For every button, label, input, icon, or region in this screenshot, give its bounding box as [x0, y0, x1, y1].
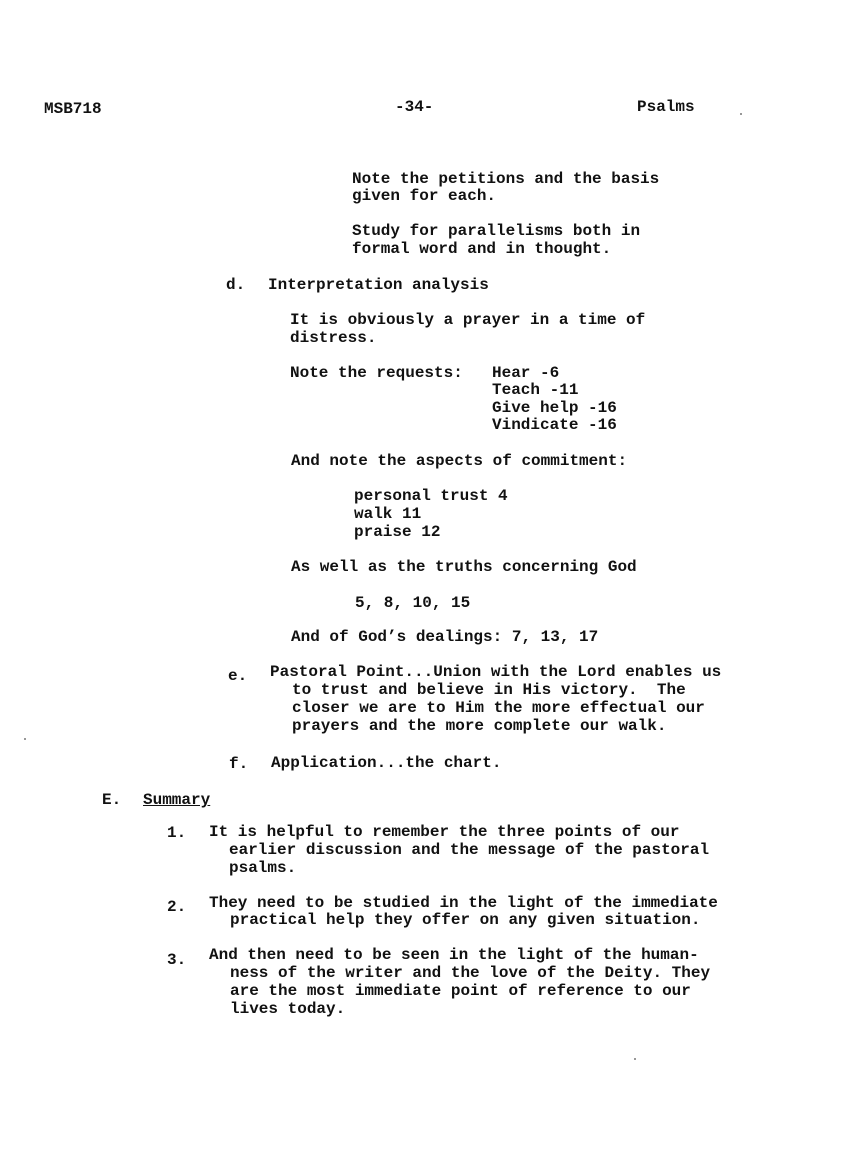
- truths-label: As well as the truths concerning God: [291, 558, 637, 576]
- section-d-marker: d.: [226, 276, 246, 294]
- request-item: Hear -6: [492, 364, 560, 382]
- summary-marker: E.: [102, 791, 122, 809]
- summary-item-3-number: 3.: [167, 951, 187, 969]
- section-e-marker: e.: [228, 667, 248, 685]
- summary-item-2-line: practical help they offer on any given situation.: [230, 911, 701, 929]
- commitment-label: And note the aspects of commitment:: [291, 452, 628, 470]
- pastoral-point-line-3: closer we are to Him the more effectual our: [292, 699, 705, 717]
- summary-item-3-line: lives today.: [230, 1000, 346, 1018]
- prayer-text-line-1: It is obviously a prayer in a time of: [290, 311, 646, 329]
- summary-title: Summary: [143, 791, 211, 809]
- summary-item-2-line: They need to be studied in the light of the immediate: [209, 894, 718, 912]
- truths-references: 5, 8, 10, 15: [355, 594, 471, 612]
- course-code: MSB718: [44, 100, 102, 118]
- dealings-line: And of God’s dealings: 7, 13, 17: [291, 628, 599, 646]
- pastoral-point-line-4: prayers and the more complete our walk.: [292, 717, 667, 735]
- pastoral-point-line-1: Pastoral Point...Union with the Lord enables us: [270, 663, 722, 681]
- study-parallelisms-line-2: formal word and in thought.: [352, 240, 612, 258]
- request-item: Vindicate -16: [492, 416, 617, 434]
- summary-item-1-line: It is helpful to remember the three points of our: [209, 823, 680, 841]
- scan-speck: [24, 738, 26, 740]
- commitment-item: walk 11: [354, 505, 422, 523]
- application-line: Application...the chart.: [271, 754, 502, 772]
- summary-item-1-line: psalms.: [229, 859, 297, 877]
- commitment-item: personal trust 4: [354, 487, 508, 505]
- page-number: -34-: [395, 98, 434, 116]
- request-item: Give help -16: [492, 399, 617, 417]
- note-petitions-line-1: Note the petitions and the basis: [352, 170, 660, 188]
- scan-speck: [634, 1058, 636, 1060]
- scan-speck: [740, 113, 742, 115]
- requests-label: Note the requests:: [290, 364, 463, 382]
- book-title: Psalms: [637, 98, 695, 116]
- section-f-marker: f.: [229, 755, 249, 773]
- note-petitions-line-2: given for each.: [352, 187, 497, 205]
- commitment-item: praise 12: [354, 523, 441, 541]
- pastoral-point-line-2: to trust and believe in His victory. The: [292, 681, 686, 699]
- study-parallelisms-line-1: Study for parallelisms both in: [352, 222, 641, 240]
- summary-item-3-line: And then need to be seen in the light of the human-: [209, 946, 699, 964]
- prayer-text-line-2: distress.: [290, 329, 377, 347]
- summary-item-2-number: 2.: [167, 898, 187, 916]
- summary-item-3-line: are the most immediate point of reference to our: [230, 982, 691, 1000]
- summary-item-1-number: 1.: [167, 824, 187, 842]
- summary-item-1-line: earlier discussion and the message of the pastoral: [229, 841, 710, 859]
- section-d-title: Interpretation analysis: [268, 276, 489, 294]
- request-item: Teach -11: [492, 381, 579, 399]
- summary-item-3-line: ness of the writer and the love of the Deity. They: [230, 964, 711, 982]
